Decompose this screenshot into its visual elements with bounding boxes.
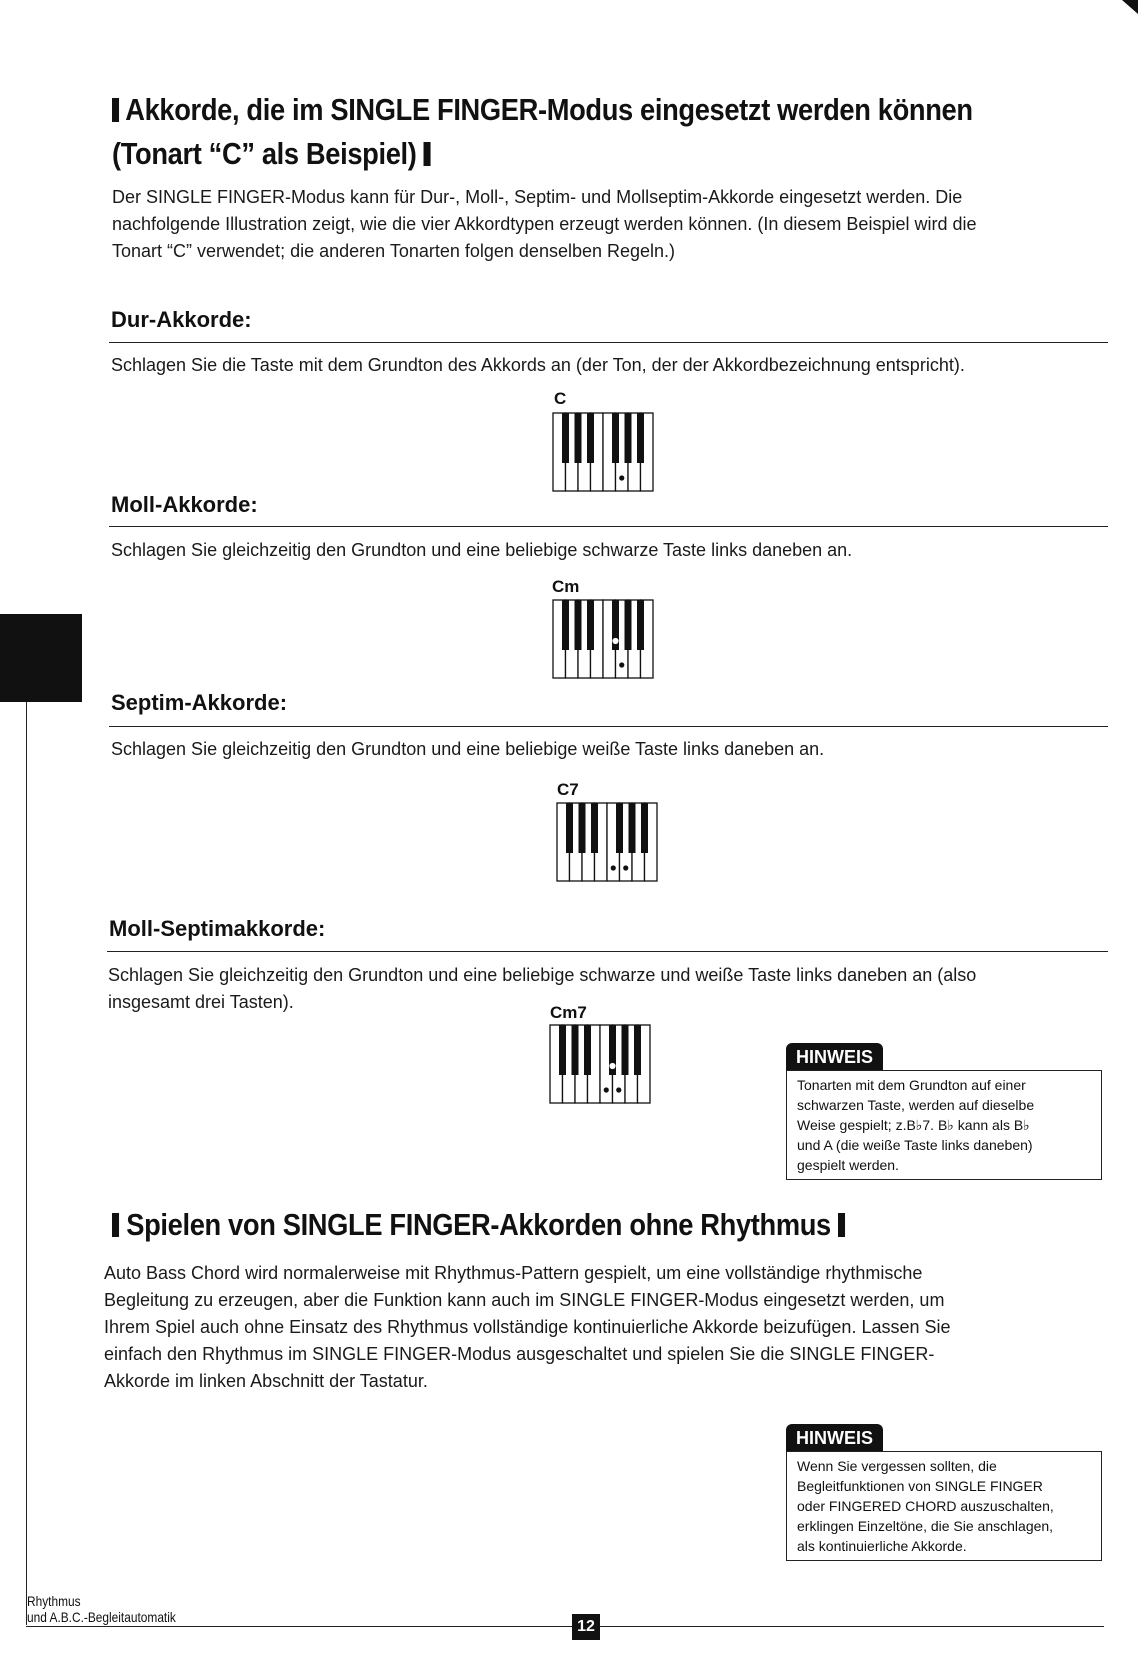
no-rhythm-paragraph: Auto Bass Chord wird normalerweise mit Rhythmus-Pattern gespielt, um eine vollständige rhythmische Begleitung zu erzeugen, aber die Funktion kann auch im SINGLE FINGER-Modus eingesetzt werden, um Ihrem Spiel auch ohne Einsatz des Rhythmus vollständige kontinuierliche Akkorde beizufügen. Lassen Sie einfach den Rhythmus im SINGLE FINGER-Modus ausgeschaltet und spielen Sie die SINGLE FINGER- Akkorde im linken Abschnitt der Tastatur. bbox=[104, 1263, 951, 1391]
keyboard-c7-icon bbox=[556, 802, 658, 882]
divider bbox=[107, 951, 1108, 952]
chord-label-c: C bbox=[554, 389, 567, 408]
title-marker-icon bbox=[424, 142, 431, 166]
keyboard-c-icon bbox=[552, 412, 654, 492]
keyboard-diagram-c bbox=[552, 412, 654, 492]
divider bbox=[109, 526, 1108, 527]
page-number: 12 bbox=[572, 1614, 600, 1640]
hinweis-body: Tonarten mit dem Grundton auf einer schwarzen Taste, werden auf dieselbe Weise gespielt; z.B♭7. B♭ kann als B♭ und A (die weiße Taste links daneben) gespielt werden. bbox=[786, 1070, 1102, 1180]
intro-paragraph: Der SINGLE FINGER-Modus kann für Dur-, Moll-, Septim- und Mollseptim-Akkorde eingesetzt werden. Die nachfolgende Illustration zeigt, wie die vier Akkordtypen erzeugt werden können. (In diesem Beispiel wird die Tonart “C” verwendet; die anderen Tonarten folgen denselben Regeln.) bbox=[112, 187, 977, 261]
hinweis-note-1 bbox=[786, 1043, 1102, 1180]
heading-septim: Septim-Akkorde: bbox=[111, 690, 288, 715]
chord-label-cm7: Cm7 bbox=[550, 1003, 587, 1022]
section-title-chords bbox=[112, 88, 974, 176]
desc-septim: Schlagen Sie gleichzeitig den Grundton und eine beliebige weiße Taste links daneben an. bbox=[111, 739, 825, 759]
footer-chapter: Rhythmus und A.B.C.-Begleitautomatik bbox=[27, 1593, 176, 1625]
desc-dur: Schlagen Sie die Taste mit dem Grundton des Akkords an (der Ton, der der Akkordbezeichnung entspricht). bbox=[111, 355, 965, 375]
keyboard-cm7-icon bbox=[549, 1024, 651, 1104]
chord-label-cm: Cm bbox=[552, 577, 580, 596]
keyboard-diagram-cm7 bbox=[549, 1024, 651, 1104]
section-title-no-rhythm bbox=[112, 1203, 974, 1247]
footer-rule bbox=[26, 1626, 1104, 1627]
hinweis-label: HINWEIS bbox=[786, 1043, 883, 1070]
divider bbox=[109, 342, 1108, 343]
chapter-tab-marker bbox=[0, 614, 82, 702]
corner-mark bbox=[1122, 0, 1138, 14]
heading-dur: Dur-Akkorde: bbox=[111, 307, 252, 332]
hinweis-note-2 bbox=[786, 1424, 1102, 1561]
desc-moll: Schlagen Sie gleichzeitig den Grundton und eine beliebige schwarze Taste links daneben an. bbox=[111, 540, 853, 560]
keyboard-cm-icon bbox=[552, 599, 654, 679]
keyboard-diagram-c7 bbox=[556, 802, 658, 882]
divider bbox=[109, 726, 1108, 727]
title-marker-icon bbox=[112, 98, 119, 122]
hinweis-body: Wenn Sie vergessen sollten, die Begleitfunktionen von SINGLE FINGER oder FINGERED CHORD auszuschalten, erklingen Einzeltöne, die Sie anschlagen, als kontinuierliche Akkorde. bbox=[786, 1451, 1102, 1561]
chord-label-c7: C7 bbox=[557, 780, 579, 799]
section-title-text: Akkorde, die im SINGLE FINGER-Modus eingesetzt werden können (Tonart “C” als Beispiel) bbox=[112, 92, 973, 171]
heading-moll: Moll-Akkorde: bbox=[111, 492, 258, 517]
title-marker-icon bbox=[838, 1213, 845, 1237]
margin-line bbox=[26, 702, 27, 1625]
title-marker-icon bbox=[112, 1213, 119, 1237]
section-title-text: Spielen von SINGLE FINGER-Akkorden ohne Rhythmus bbox=[126, 1207, 831, 1242]
heading-moll-septim: Moll-Septimakkorde: bbox=[109, 916, 326, 941]
keyboard-diagram-cm bbox=[552, 599, 654, 679]
desc-moll-septim: Schlagen Sie gleichzeitig den Grundton und eine beliebige schwarze und weiße Taste links daneben an (also insgesamt drei Tasten). bbox=[108, 965, 977, 1012]
hinweis-label: HINWEIS bbox=[786, 1424, 883, 1451]
